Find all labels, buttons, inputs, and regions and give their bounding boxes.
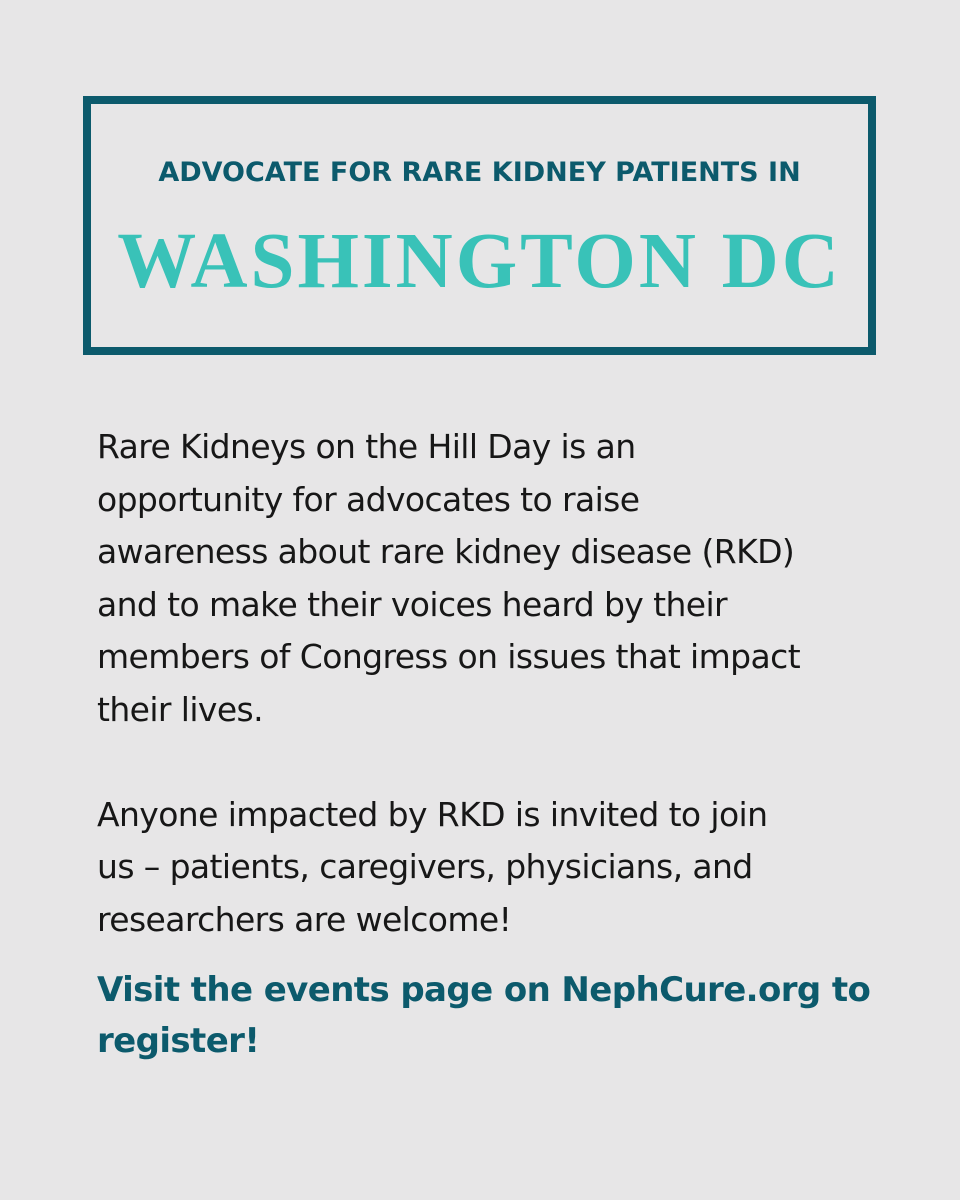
registration-callout	[97, 965, 877, 1067]
description-line: Anyone impacted by RKD is invited to join	[97, 794, 768, 834]
header-title: WASHINGTON DC	[117, 218, 842, 305]
description-line: awareness about rare kidney disease (RKD)	[97, 532, 795, 571]
description-line: researchers are welcome!	[97, 899, 512, 939]
description-line: members of Congress on issues that impact	[97, 637, 801, 676]
description-paragraph-2	[97, 789, 897, 947]
event-description	[97, 421, 897, 946]
description-paragraph-1	[97, 421, 897, 736]
callout-line: Visit the events page on NephCure.org to	[97, 970, 871, 1010]
description-line: Rare Kidneys on the Hill Day is an	[97, 427, 636, 466]
description-line: and to make their voices heard by their	[97, 584, 728, 624]
header-kicker: ADVOCATE FOR RARE KIDNEY PATIENTS IN	[158, 157, 801, 188]
callout-line: register!	[97, 1021, 260, 1061]
description-line: their lives.	[97, 689, 264, 729]
description-line: opportunity for advocates to raise	[97, 479, 640, 519]
description-line: us – patients, caregivers, physicians, and	[97, 847, 753, 886]
header-frame	[83, 96, 876, 355]
